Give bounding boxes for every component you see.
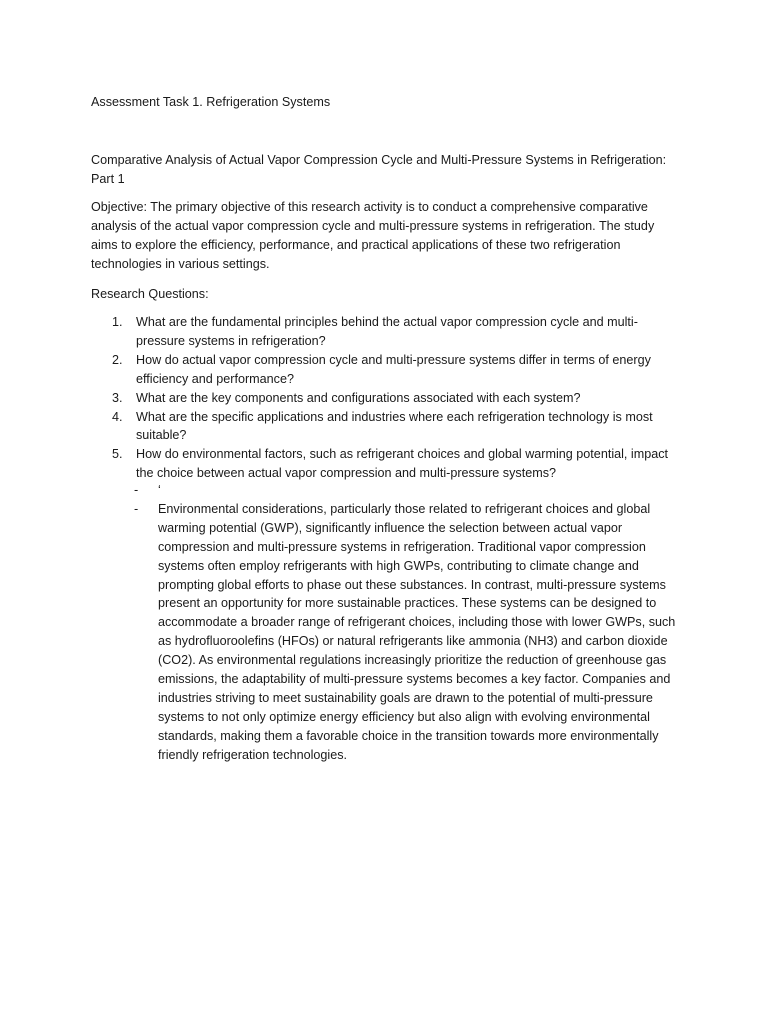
question-number: 1. — [112, 315, 123, 329]
answer-text: Environmental considerations, particularly those related to refrigerant choices and global warming potential (GWP), significantly influence the selection between actual vapor compression and multi-pressure systems in refrigeration. Traditional vapor compression systems often employ refrigerants with high GWPs, contributing to climate change and prompting global efforts to phase out these substances. In contrast, multi-pressure systems present an opportunity for more sustainable practices. These systems can be designed to accommodate a broader range of refrigerant choices, including those with lower GWPs, such as hydrofluoroolefins (HFOs) or natural refrigerants like ammonia (NH3) and carbon dioxide (CO2). As environmental regulations increasingly prioritize the reduction of greenhouse gas emissions, the adaptability of multi-pressure systems becomes a key factor. Companies and industries striving to meet sustainability goals are drawn to the potential of multi-pressure systems to not only optimize energy efficiency but also align with evolving environmental standards, making them a favorable choice in the transition towards more environmentally friendly refrigeration technologies. — [158, 501, 676, 762]
question-number: 5. — [112, 447, 123, 462]
answer-item — [91, 481, 681, 500]
question-number: 2. — [112, 352, 123, 367]
document-subtitle: Comparative Analysis of Actual Vapor Compression Cycle and Multi-Pressure Systems in Refrigeration: Part 1 — [91, 153, 667, 186]
question-item — [91, 313, 681, 351]
question-item — [91, 389, 681, 408]
question-text: How do environmental factors, such as refrigerant choices and global warming potential, impact the choice between actual vapor compression and multi-pressure systems? — [136, 447, 669, 481]
answer-list — [91, 481, 681, 765]
dash-marker: - — [134, 501, 139, 516]
objective-paragraph: Objective: The primary objective of this research activity is to conduct a comprehensive comparative analysis of the actual vapor compression cycle and multi-pressure systems in refrigeration. The study aims to explore the efficiency, performance, and practical applications of these two refrigeration technologies in various settings. — [91, 200, 655, 271]
question-number: 4. — [112, 409, 123, 424]
question-text: What are the key components and configurations associated with each system? — [136, 390, 581, 405]
answer-item — [91, 500, 681, 765]
question-text: What are the specific applications and industries where each refrigeration technology is most suitable? — [136, 409, 653, 443]
research-questions-label: Research Questions: — [91, 287, 209, 301]
question-item — [91, 408, 681, 446]
question-item — [91, 351, 681, 389]
question-text: How do actual vapor compression cycle and multi-pressure systems differ in terms of energy efficiency and performance? — [136, 352, 651, 386]
answer-text: ‘ — [158, 483, 161, 497]
dash-marker: - — [134, 483, 139, 497]
research-questions-list — [91, 313, 681, 483]
question-text: What are the fundamental principles behind the actual vapor compression cycle and multi-pressure systems in refrigeration? — [136, 315, 638, 348]
question-number: 3. — [112, 390, 123, 405]
question-item — [91, 445, 681, 483]
document-title: Assessment Task 1. Refrigeration Systems — [91, 95, 331, 109]
